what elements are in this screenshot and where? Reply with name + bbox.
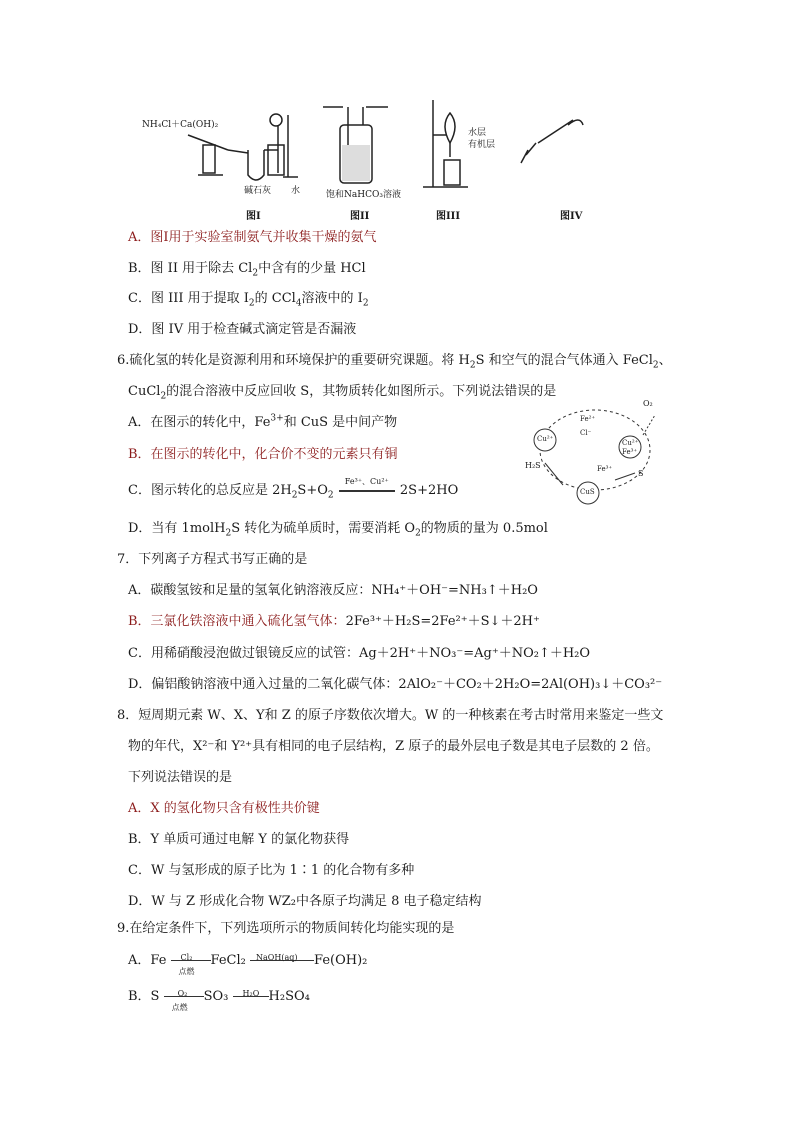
q6-option-d: D．当有 1molH$_2$S 转化为硫单质时，需要消耗 $O_2$的物质的量为 0.5mol	[128, 521, 548, 539]
cycle-fe3-right: Fe³⁺	[622, 448, 638, 456]
fig1-label: 图I	[246, 211, 261, 222]
q8-stem-line1: 8．短周期元素 W、X、Y和 Z 的原子序数依次增大。W 的一种核素在考古时常用来鉴定一些文	[117, 708, 664, 723]
cycle-fe3-bottom: Fe³⁺	[597, 465, 613, 473]
q8-option-d: D．W 与 Z 形成化合物 WZ₂中各原子均满足 8 电子稳定结构	[128, 894, 482, 909]
q9-option-b: B．S O₂ 点燃 SO₃ H₂O H₂SO₄	[128, 988, 310, 1006]
q9b-arrow1-top: O₂	[177, 989, 188, 998]
fig3-organic-layer-label: 有机层	[468, 140, 496, 150]
cycle-o2: O₂	[643, 399, 653, 408]
q5-option-a: A．图Ⅰ用于实验室制氨气并收集干燥的氨气	[128, 230, 377, 245]
apparatus-figures	[128, 95, 608, 225]
q7-option-d: D．偏铝酸钠溶液中通入过量的二氧化碳气体：2AlO₂⁻＋CO₂＋2H₂O=2Al(OH)₃↓＋CO₃²⁻	[128, 677, 663, 692]
fig3-apparatus	[423, 100, 468, 187]
q6-option-b: B．在图示的转化中，化合价不变的元素只有铜	[128, 447, 398, 462]
q8-option-c: C．W 与氢形成的原子比为 1∶1 的化合物有多种	[128, 863, 415, 878]
cycle-cl: Cl⁻	[580, 429, 592, 437]
q8-stem-line2: 物的年代，X²⁻和 Y²⁺具有相同的电子层结构，Z 原子的最外层电子数是其电子层数的 2 倍。	[128, 739, 659, 754]
fig1-reagent-label: NH₄Cl＋Ca(OH)₂	[142, 120, 219, 130]
q7-option-c: C．用稀硝酸浸泡做过银镜反应的试管：Ag＋2H⁺＋NO₃⁻=Ag⁺＋NO₂↑＋H₂O	[128, 646, 591, 661]
cycle-cu-fe: Cu²⁺	[622, 439, 639, 447]
q9a-arrow2-top: NaOH(aq)	[256, 953, 298, 962]
fig1-water-label: 水	[291, 186, 301, 196]
q7-option-a: A．碳酸氢铵和足量的氢氧化钠溶液反应：NH₄⁺＋OH⁻=NH₃↑＋H₂O	[128, 583, 538, 598]
q9b-arrow2-top: H₂O	[242, 989, 260, 998]
q6-cycle-diagram	[525, 395, 665, 510]
q6-option-c: C．图示转化的总反应是 $2H_2S+O_2$ Fe³⁺、Cu²⁺ 2S+2HO	[128, 482, 458, 500]
cycle-cu: Cu²⁺	[537, 435, 554, 443]
q9b-arrow1-bottom: 点燃	[171, 1003, 188, 1012]
cycle-fe2: Fe²⁺	[580, 415, 596, 423]
q8-option-b: B．Y 单质可通过电解 Y 的氯化物获得	[128, 832, 350, 847]
fig4-label: 图IV	[560, 211, 583, 222]
fig2-label: 图II	[350, 211, 370, 222]
q5-option-c: C．图 III 用于提取 $I_2$的 CCl$_4$溶液中的 $I_2$	[128, 291, 369, 309]
q6-option-a: A．在图示的转化中，$Fe^{3+}$和 CuS 是中间产物	[128, 413, 398, 430]
cycle-drawing	[525, 395, 665, 510]
q7-option-b: B．三氯化铁溶液中通入硫化氢气体：2Fe³⁺＋H₂S=2Fe²⁺＋S↓＋2H⁺	[128, 614, 540, 629]
cycle-s: S	[638, 469, 644, 478]
fig4-apparatus	[521, 120, 583, 163]
q8-option-a: A．X 的氢化物只含有极性共价键	[128, 801, 320, 816]
fig3-label: 图III	[436, 211, 461, 222]
q9-option-a: A．Fe Cl₂ 点燃 FeCl₂ NaOH(aq) Fe(OH)₂	[128, 952, 367, 970]
cycle-h2s: H₂S	[525, 461, 541, 470]
q6-stem-line2: CuCl$_2$的混合溶液中反应回收 S，其物质转化如图所示。下列说法错误的是	[128, 384, 557, 402]
q5-option-d: D．图 IV 用于检查碱式滴定管是否漏液	[128, 322, 357, 337]
q6-condition: Fe³⁺、Cu²⁺	[344, 477, 389, 486]
q9a-arrow1-bottom: 点燃	[178, 967, 195, 976]
fig1-soda-lime-label: 碱石灰	[244, 186, 272, 196]
cycle-cus: CuS	[580, 488, 595, 496]
q5-option-b: B．图 II 用于除去 $Cl_2$中含有的少量 HCl	[128, 261, 366, 279]
q6-stem-line1: 6.硫化氢的转化是资源利用和环境保护的重要研究课题。将 $H_2S$ 和空气的混合气体通入 FeCl$_2$、	[117, 353, 672, 371]
fig2-apparatus	[323, 107, 388, 183]
q9a-arrow1-top: Cl₂	[180, 953, 193, 962]
fig3-water-layer-label: 水层	[468, 128, 487, 138]
q9-stem: 9.在给定条件下，下列选项所示的物质间转化均能实现的是	[117, 921, 455, 936]
apparatus-drawing	[128, 95, 608, 225]
q7-stem: 7．下列离子方程式书写正确的是	[117, 552, 308, 567]
fig2-solution-label: 饱和NaHCO₃溶液	[326, 190, 401, 200]
q8-stem-line3: 下列说法错误的是	[128, 770, 233, 785]
